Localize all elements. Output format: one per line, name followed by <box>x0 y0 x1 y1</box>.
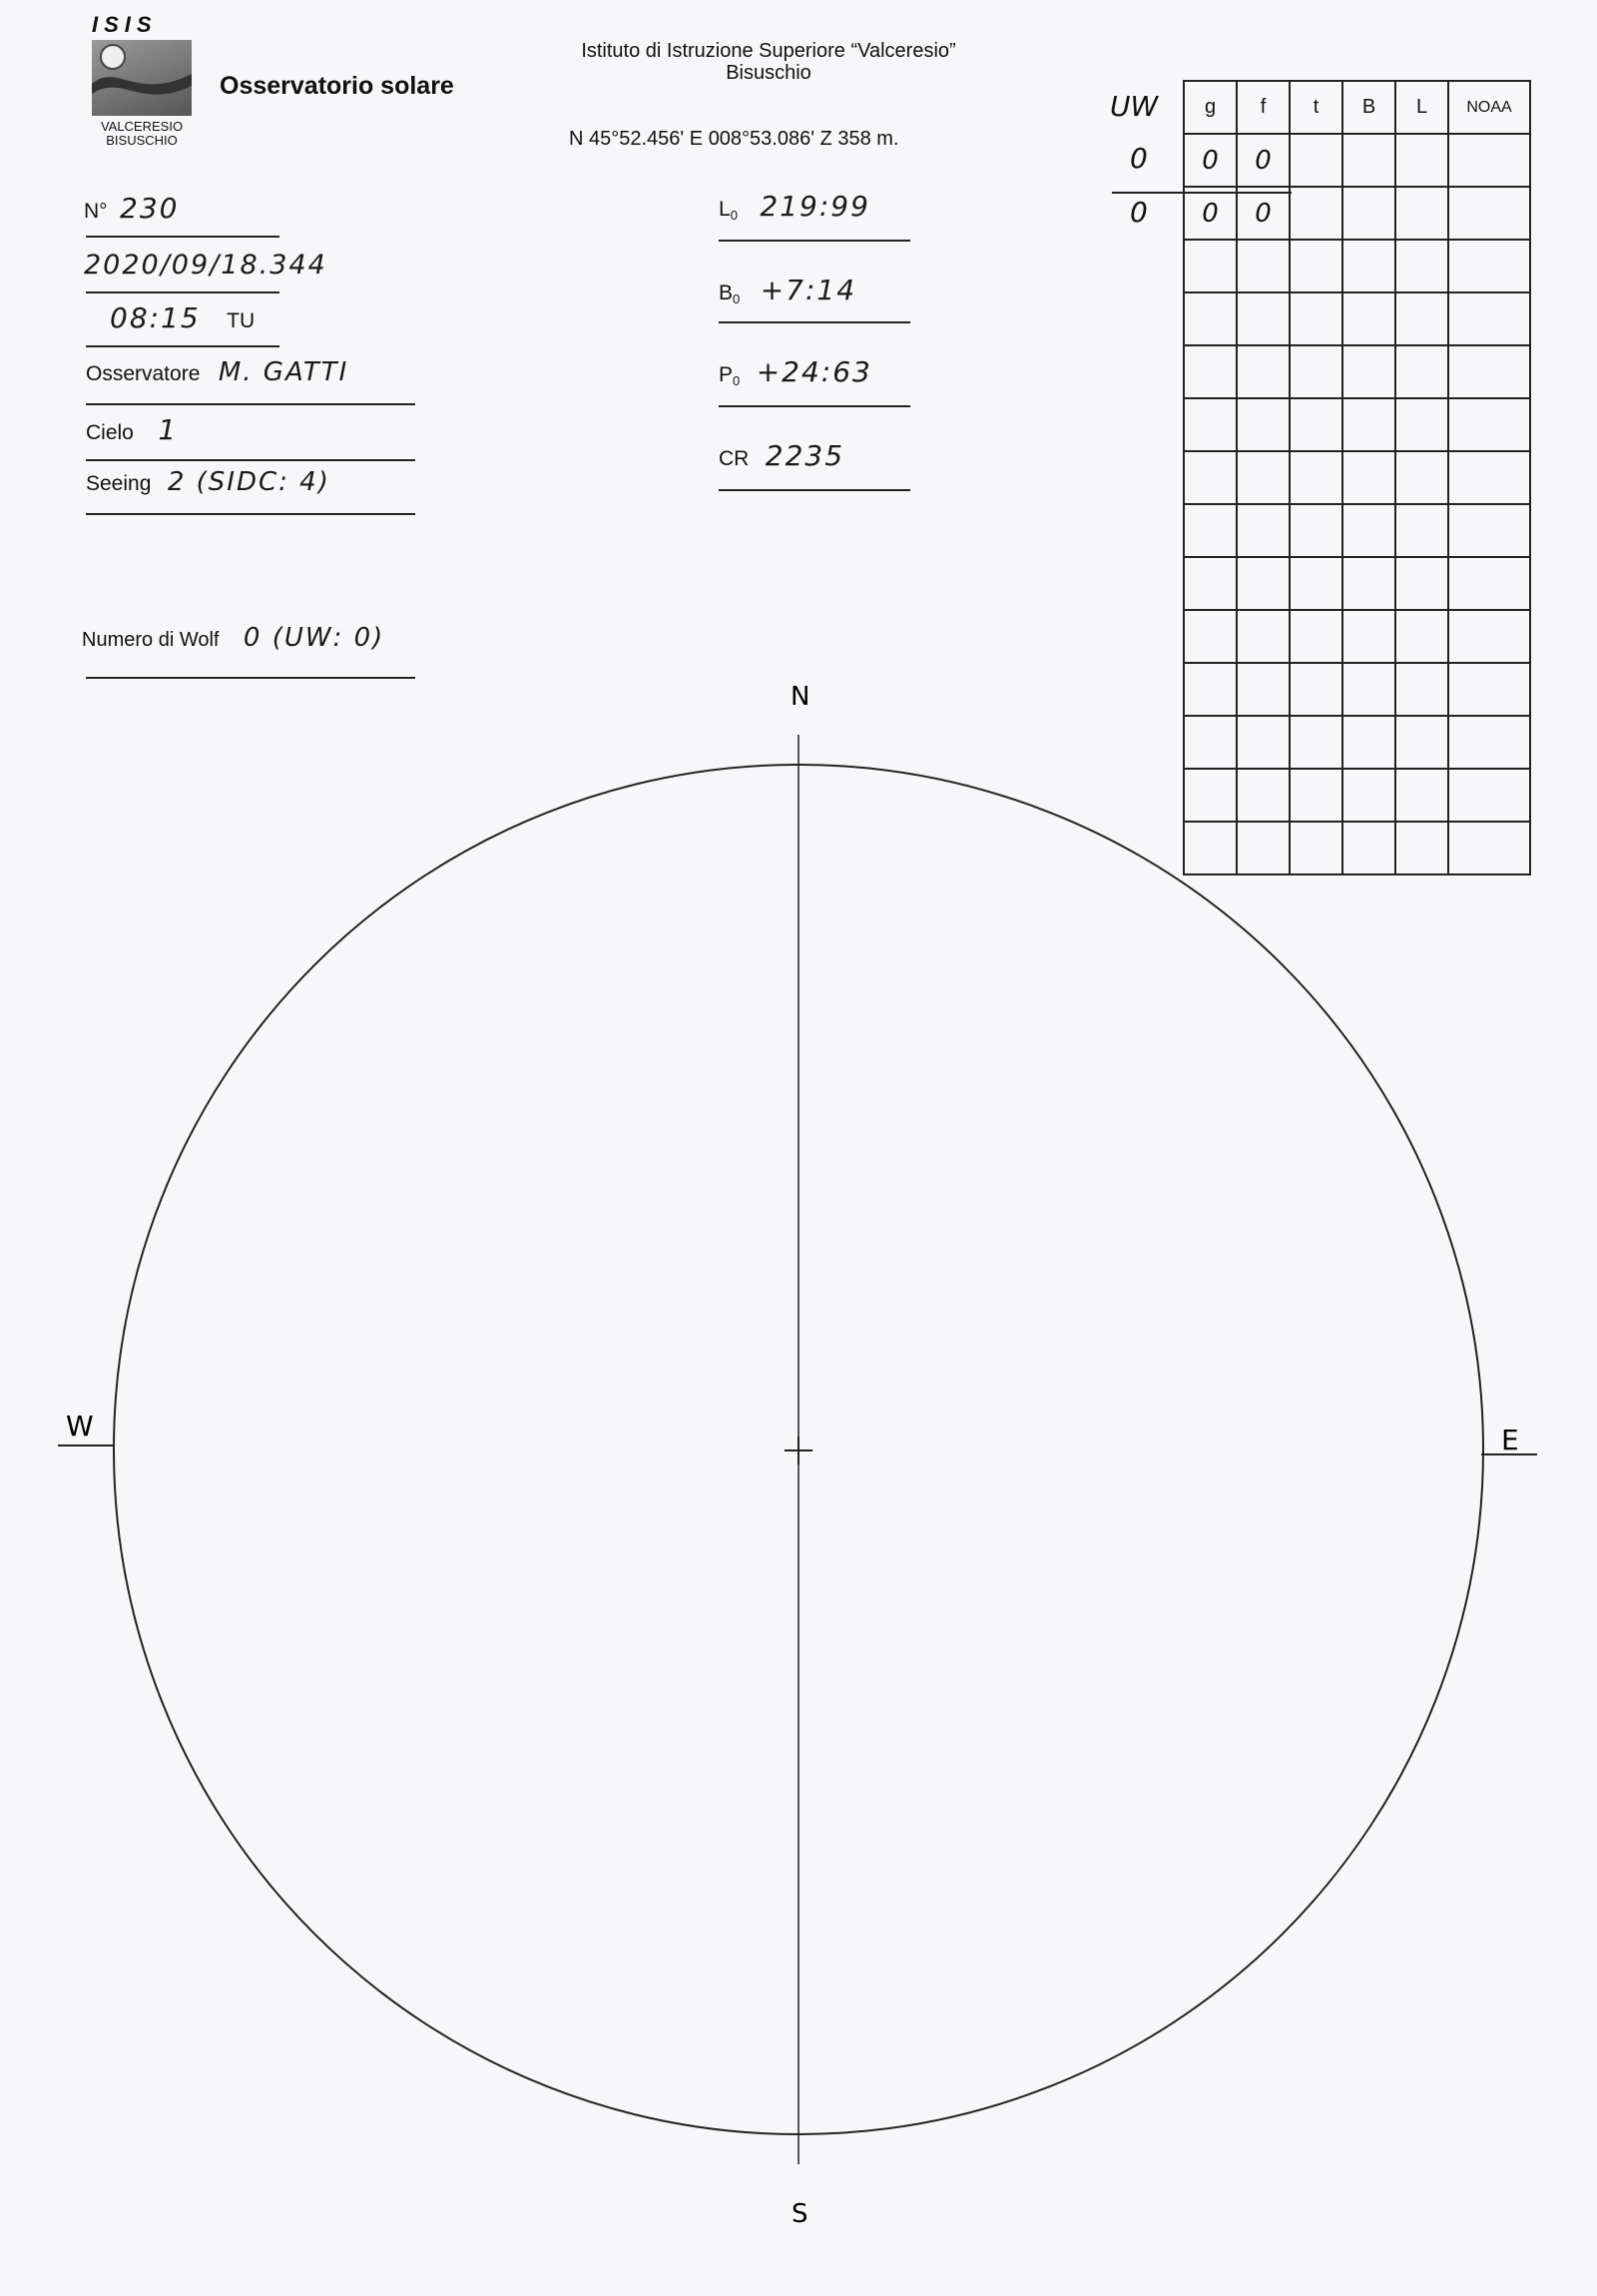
uw-row2: 0 <box>1130 196 1148 229</box>
sky-label: Cielo <box>86 421 134 444</box>
header-b: B <box>1342 81 1395 134</box>
header-f: f <box>1237 81 1290 134</box>
uw-row1: 0 <box>1130 142 1148 175</box>
b0-subscript: 0 <box>733 291 741 307</box>
east-label: E <box>1501 1424 1519 1456</box>
seeing-value: 2 (SIDC: 4) <box>167 467 330 497</box>
wolf-value: 0 (UW: 0) <box>243 623 385 653</box>
row2-g-value: 0 <box>1202 198 1219 229</box>
l0-subscript: 0 <box>730 208 738 224</box>
header-g: g <box>1184 81 1237 134</box>
row2-f-value: 0 <box>1255 198 1272 229</box>
row1-f-value: 0 <box>1255 145 1272 176</box>
logo-subtitle-line2: BISUSCHIO <box>106 133 178 148</box>
institute-line1: Istituto di Istruzione Superiore “Valceresio” <box>581 40 956 62</box>
b0-value: +7:14 <box>760 274 857 306</box>
l0-label: L <box>719 198 731 221</box>
sky-value: 1 <box>158 413 179 446</box>
cr-value: 2235 <box>765 439 845 472</box>
row1-g-value: 0 <box>1202 145 1219 176</box>
site-coordinates: N 45°52.456' E 008°53.086' Z 358 m. <box>569 128 899 150</box>
header-t: t <box>1290 81 1342 134</box>
observer-label: Osservatore <box>86 362 201 385</box>
header-l: L <box>1395 81 1448 134</box>
logo-mark: ISIS <box>92 12 158 37</box>
cr-label: CR <box>719 447 750 470</box>
uw-header: UW <box>1110 90 1159 123</box>
seeing-label: Seeing <box>86 472 152 495</box>
l0-value: 219:99 <box>760 190 870 223</box>
p0-label: P <box>719 363 734 386</box>
date-value: 2020/09/18.344 <box>84 250 327 281</box>
p0-value: +24:63 <box>756 355 872 388</box>
b0-label: B <box>719 282 734 304</box>
p0-subscript: 0 <box>733 373 741 389</box>
logo-subtitle-line1: VALCERESIO <box>100 119 184 134</box>
header-noaa: NOAA <box>1448 81 1530 134</box>
wolf-label: Numero di Wolf <box>82 629 220 651</box>
number-label: N° <box>84 200 108 223</box>
time-value: 08:15 <box>110 301 201 334</box>
time-unit: TU <box>227 309 256 332</box>
north-label: N <box>791 682 810 712</box>
observer-value: M. GATTI <box>218 357 349 387</box>
institute-line2: Bisuschio <box>726 62 811 84</box>
south-label: S <box>792 2199 808 2229</box>
west-label: W <box>66 1410 94 1442</box>
number-value: 230 <box>120 192 180 225</box>
page-title: Osservatorio solare <box>220 72 454 100</box>
